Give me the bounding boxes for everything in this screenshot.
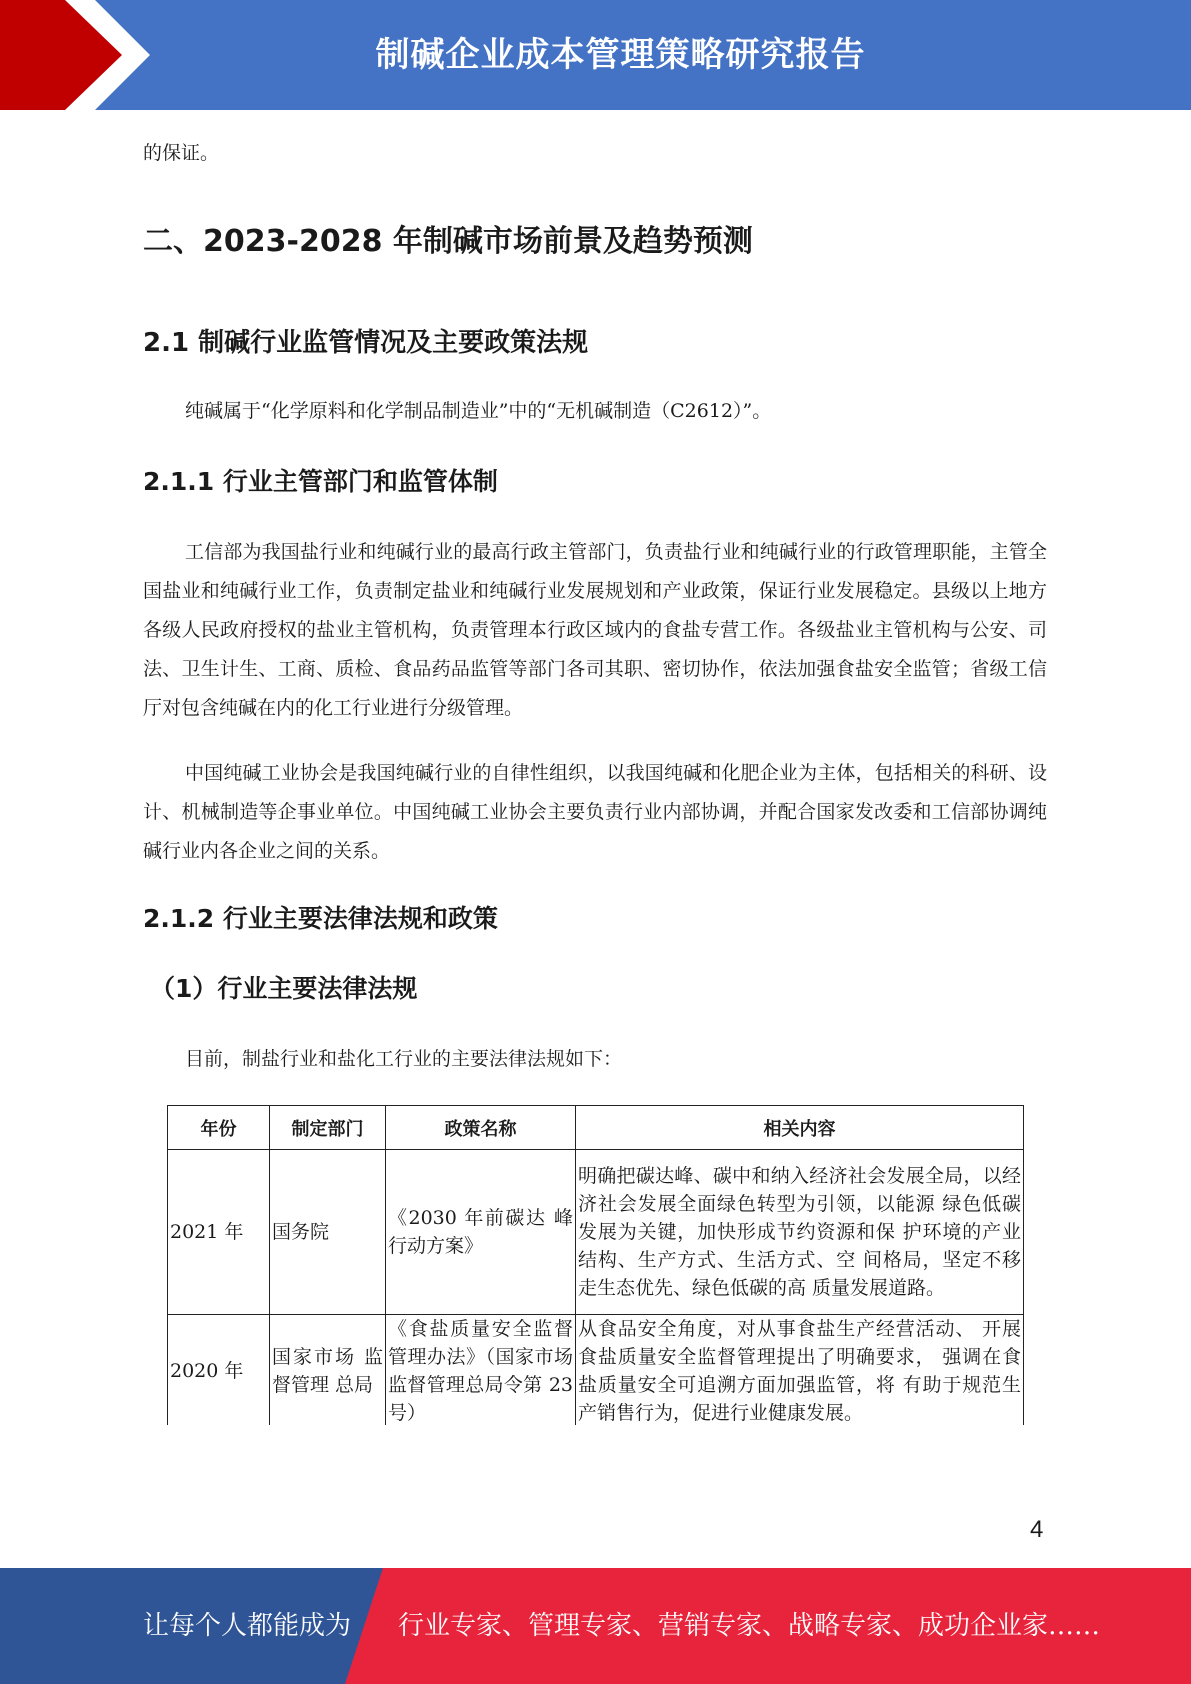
- column-header-year: 年份: [168, 1106, 270, 1150]
- section-2-1-1-paragraph-1: 工信部为我国盐行业和纯碱行业的最高行政主管部门，负责盐行业和纯碱行业的行政管理职能，主管全国盐业和纯碱行业工作，负责制定盐业和纯碱行业发展规划和产业政策，保证行业发展稳定。县级以上地方各级人民政府授权的盐业主管机构，负责管理本行政区域内的食盐专营工作。各级盐业主管机构与公安、司法、卫生计生、工商、质检、食品药品监管等部门各司其职、密切协作，依法加强食盐安全监管；省级工信厅对包含纯碱在内的化工行业进行分级管理。: [143, 541, 1047, 719]
- cell-year: 2021 年: [168, 1150, 270, 1315]
- subsection-1-intro: 目前，制盐行业和盐化工行业的主要法律法规如下：: [185, 1048, 623, 1070]
- intro-fragment: 的保证。: [143, 142, 220, 164]
- page-number: 4: [1030, 1516, 1044, 1543]
- cell-content: 从食品安全角度，对从事食盐生产经营活动、 开展食盐质量安全监督管理提出了明确要求， 强调在食盐质量安全可追溯方面加强监管，将 有助于规范生产销售行为，促进行业健康发展。: [576, 1315, 1024, 1428]
- section-2-1-paragraph: 纯碱属于“化学原料和化学制品制造业”中的“无机碱制造（C2612）”。: [185, 400, 772, 422]
- table-header-row: [168, 1106, 1024, 1150]
- regulations-table: [167, 1105, 1024, 1428]
- section-2-1-heading: 2.1 制碱行业监管情况及主要政策法规: [143, 328, 589, 358]
- cell-policy-name: 《食盐质量安全监督管理办法》（国家市场监督管理总局令第 23 号）: [386, 1315, 576, 1428]
- cell-policy-name: 《2030 年前碳达 峰行动方案》: [386, 1150, 576, 1315]
- footer-slogan-left: 让每个人都能成为: [143, 1611, 352, 1641]
- table-continuation-mask: [160, 1425, 1030, 1445]
- section-2-1-1-heading: 2.1.1 行业主管部门和监管体制: [143, 467, 498, 496]
- column-header-policy-name: 政策名称: [386, 1106, 576, 1150]
- cell-content: 明确把碳达峰、碳中和纳入经济社会发展全局，以经济社会发展全面绿色转型为引领，以能源 绿色低碳发展为关键，加快形成节约资源和保 护环境的产业结构、生产方式、生活方式、空 间格局，坚定不移走生态优先、绿色低碳的高 质量发展道路。: [576, 1150, 1024, 1315]
- section-2-heading: 二、2023-2028 年制碱市场前景及趋势预测: [143, 224, 753, 259]
- cell-year: 2020 年: [168, 1315, 270, 1428]
- table-row: [168, 1150, 1024, 1315]
- section-2-1-2-heading: 2.1.2 行业主要法律法规和政策: [143, 904, 498, 933]
- table-row: [168, 1315, 1024, 1428]
- cell-department: 国务院: [270, 1150, 386, 1315]
- cell-department: 国家市场 监督管理 总局: [270, 1315, 386, 1428]
- report-title: 制碱企业成本管理策略研究报告: [375, 35, 866, 75]
- column-header-department: 制定部门: [270, 1106, 386, 1150]
- subsection-1-heading: （1）行业主要法律法规: [150, 974, 418, 1003]
- section-2-1-1-paragraph-2: 中国纯碱工业协会是我国纯碱行业的自律性组织，以我国纯碱和化肥企业为主体，包括相关的科研、设计、机械制造等企事业单位。中国纯碱工业协会主要负责行业内部协调，并配合国家发改委和工信部协调纯碱行业内各企业之间的关系。: [143, 762, 1047, 862]
- page-footer: [0, 1568, 1191, 1684]
- column-header-content: 相关内容: [576, 1106, 1024, 1150]
- page-header: [0, 0, 1191, 110]
- footer-slogan-right: 行业专家、管理专家、营销专家、战略专家、成功企业家……: [398, 1611, 1101, 1641]
